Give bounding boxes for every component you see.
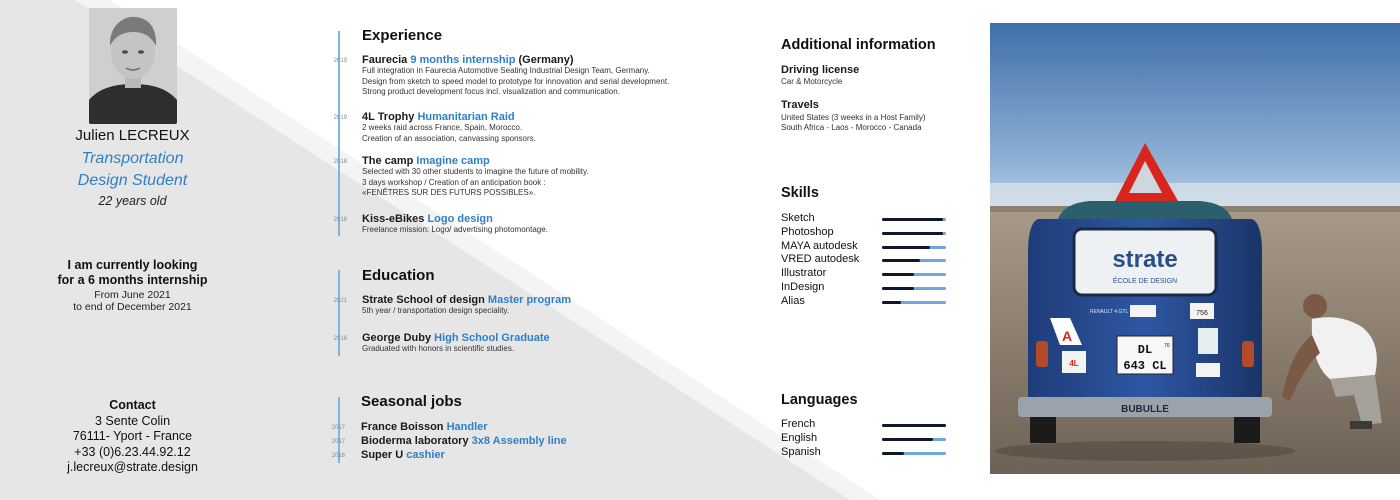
internship-statement-line-2: for a 6 months internship: [57, 273, 208, 287]
skill-label: MAYA autodesk: [781, 239, 858, 252]
skill-level-bar: [882, 259, 946, 262]
skill-row: [781, 281, 951, 295]
skill-level-bar: [882, 218, 946, 221]
entry-title: [362, 213, 548, 225]
experience-entry-kiss-ebikes: [362, 213, 548, 236]
skill-level-fill: [882, 218, 943, 221]
language-level-bar: [882, 438, 946, 441]
experience-entry-the-camp: [362, 155, 589, 199]
education-year: 2021: [333, 298, 347, 304]
entry-description: 5th year / transportation design speciality.: [362, 306, 510, 315]
job-entry-bioderma: [361, 435, 567, 447]
job-year: 2016: [331, 453, 345, 459]
education-title: Education: [362, 267, 435, 284]
entry-title: [362, 54, 669, 66]
skill-level-bar: [882, 301, 946, 304]
contact-phone[interactable]: +33 (0)6.23.44.92.12: [74, 444, 191, 459]
travels-title: Travels: [781, 99, 819, 111]
skill-row: [781, 212, 951, 226]
language-label: English: [781, 432, 818, 444]
entry-description: Design from sketch to speed model to prototype for innovation and serial development.: [362, 76, 670, 86]
job-company: Super U: [361, 449, 404, 461]
sticker-4l: 4L: [1069, 359, 1079, 368]
entry-description: 3 days workshop / Creation of an anticipation book :: [362, 177, 546, 187]
entry-company: Strate School of design: [362, 294, 485, 306]
skill-level-bar: [882, 246, 946, 249]
experience-year: 2018: [333, 159, 347, 165]
skill-level-bar: [882, 273, 946, 276]
entry-description: 2 weeks raid across France, Spain, Morocco.: [362, 123, 523, 132]
experience-entry-faurecia: [362, 54, 669, 98]
education-timeline-line: [338, 270, 340, 356]
entry-company: 4L Trophy: [362, 111, 415, 123]
entry-description: Graduated with honors in scientific studies.: [362, 344, 515, 353]
language-level-bar: [882, 452, 946, 455]
skill-row: [781, 253, 951, 267]
additional-info-title: Additional information: [781, 37, 936, 53]
job-role: cashier: [406, 449, 445, 461]
entry-highlight: Logo design: [427, 213, 493, 225]
experience-year: 2019: [333, 58, 347, 64]
experience-entry-4l-trophy: [362, 111, 536, 144]
job-title-line-2: Design Student: [77, 172, 188, 189]
entry-title: [362, 111, 536, 123]
job-role: 3x8 Assembly line: [471, 435, 567, 447]
skill-label: Photoshop: [781, 225, 834, 238]
language-level-fill: [882, 438, 933, 441]
period-line-2: to end of December 2021: [73, 301, 192, 313]
sticker-a: A: [1061, 328, 1073, 344]
person-name: Julien LECREUX: [75, 127, 190, 144]
skill-level-fill: [882, 259, 920, 262]
sticker-756: 756: [1196, 310, 1208, 317]
profile-column: [0, 0, 265, 500]
entry-highlight: Imagine camp: [416, 155, 490, 167]
skill-level-fill: [882, 287, 914, 290]
skill-row: [781, 267, 951, 281]
job-entry-super-u: [361, 449, 445, 461]
experience-title: Experience: [362, 27, 443, 44]
entry-description: Freelance mission: Logo/ advertising photomontage.: [362, 225, 548, 234]
period-line-1: From June 2021: [94, 289, 171, 301]
entry-company: Kiss-eBikes: [362, 213, 425, 225]
contact-address-2: 76111- Yport - France: [72, 429, 193, 443]
language-level-fill: [882, 424, 946, 427]
entry-highlight: 9 months internship: [410, 54, 516, 66]
driving-license-title: Driving license: [781, 64, 860, 76]
skill-label: Alias: [781, 294, 805, 307]
info-column: [781, 0, 981, 500]
travels-line-2: South Africa - Laos - Morocco - Canada: [781, 123, 922, 132]
skill-level-fill: [882, 232, 943, 235]
skill-level-fill: [882, 273, 914, 276]
seasonal-jobs-title: Seasonal jobs: [361, 393, 462, 410]
language-label: French: [781, 418, 816, 430]
job-year: 2017: [331, 439, 345, 445]
entry-title: [362, 155, 589, 167]
skill-label: Sketch: [781, 212, 815, 224]
entry-description: Creation of an association, canvassing sponsors.: [362, 133, 536, 143]
renault-4l-desert-photo: [990, 23, 1400, 474]
experience-year: 2019: [333, 115, 347, 121]
bumper-text: BUBULLE: [1121, 404, 1169, 415]
skill-row: [781, 226, 951, 240]
driving-license-desc: Car & Motorcycle: [781, 77, 843, 86]
entry-highlight: Master program: [487, 294, 572, 306]
internship-statement: [0, 258, 265, 288]
education-year: 2016: [333, 336, 347, 342]
portrait-illustration: [89, 8, 177, 124]
job-entry-france-boisson: [361, 421, 488, 433]
rear-window-subtext: ÉCOLE DE DESIGN: [1112, 278, 1178, 285]
entry-description: Full integration in Faurecia Automotive Seating Industrial Design Team, Germany.: [362, 66, 650, 75]
job-title: [0, 148, 265, 192]
entry-suffix: (Germany): [518, 54, 574, 66]
education-entry-george-duby: [362, 332, 550, 355]
travels-line-1: United States (3 weeks in a Host Family): [781, 113, 926, 122]
contact-email[interactable]: j.lecreux@strate.design: [67, 460, 198, 474]
person-head: [1303, 294, 1327, 318]
skill-label: InDesign: [781, 281, 825, 293]
plate-region: 76: [1164, 343, 1170, 349]
skill-level-fill: [882, 301, 901, 304]
rear-window-text: strate: [1112, 246, 1178, 273]
skill-level-bar: [882, 232, 946, 235]
job-company: France Boisson: [361, 421, 444, 433]
entry-title: [362, 332, 550, 344]
entry-title: [362, 294, 571, 306]
entry-company: George Duby: [362, 332, 432, 344]
language-label: Spanish: [781, 446, 821, 458]
age-text: 22 years old: [98, 194, 167, 208]
skill-label: Illustrator: [781, 267, 827, 280]
contact-title: Contact: [109, 398, 156, 412]
plate-line-1: DL: [1137, 343, 1153, 357]
entry-company: The camp: [362, 155, 414, 167]
job-year: 2017: [331, 425, 345, 431]
portrait-photo: [89, 8, 177, 124]
education-entry-strate: [362, 294, 571, 317]
job-role: Handler: [446, 421, 488, 433]
model-badge: RENAULT 4 GTL: [1090, 309, 1129, 315]
skill-row: [781, 240, 951, 254]
internship-period: [0, 289, 265, 313]
entry-highlight: Humanitarian Raid: [417, 111, 515, 123]
internship-statement-line-1: I am currently looking: [67, 258, 198, 272]
entry-highlight: High School Graduate: [434, 332, 550, 344]
skill-level-bar: [882, 287, 946, 290]
skill-row: [781, 295, 951, 309]
contact-block: [0, 398, 265, 476]
skills-title: Skills: [781, 185, 819, 201]
language-row: [781, 432, 951, 446]
experience-year: 2018: [333, 217, 347, 223]
entry-description: «FENÊTRES SUR DES FUTURS POSSIBLES».: [362, 188, 536, 197]
entry-description: Selected with 30 other students to imagine the future of mobility.: [362, 167, 589, 176]
language-row: [781, 418, 951, 432]
language-row: [781, 446, 951, 460]
language-level-fill: [882, 452, 904, 455]
job-company: Bioderma laboratory: [361, 435, 469, 447]
entry-company: Faurecia: [362, 54, 408, 66]
car-photo-illustration: [990, 23, 1400, 474]
skill-level-fill: [882, 246, 930, 249]
language-level-bar: [882, 424, 946, 427]
languages-title: Languages: [781, 392, 858, 408]
plate-line-2: 643 CL: [1123, 359, 1167, 373]
job-title-line-1: Transportation: [81, 150, 184, 167]
entry-description: Strong product development focus incl. visualization and communication.: [362, 87, 620, 96]
skill-label: VRED autodesk: [781, 253, 860, 266]
contact-address-1: 3 Sente Colin: [94, 413, 171, 428]
